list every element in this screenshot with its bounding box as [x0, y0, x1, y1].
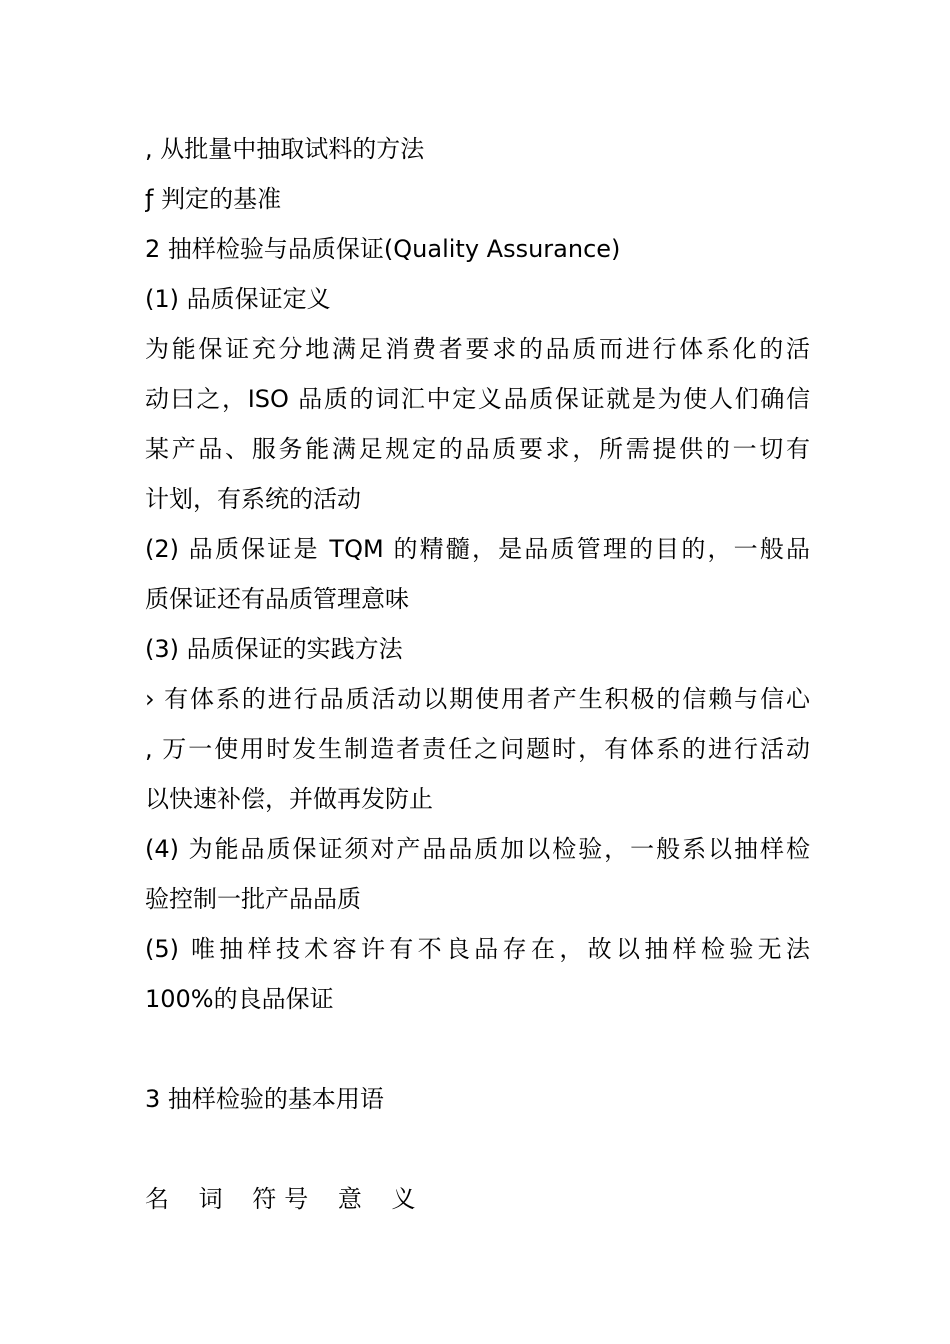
blank-line [145, 1024, 810, 1074]
section-2-heading: 2 抽样检验与品质保证(Quality Assurance) [145, 235, 621, 263]
bullet-line-3: 以快速补偿，并做再发防止 [145, 785, 433, 813]
section-3-heading: 3 抽样检验的基本用语 [145, 1085, 384, 1113]
item-4-line-1: (4) 为能品质保证须对产品品质加以检验，一般系以抽样检 [145, 835, 810, 863]
text-line-sampling-method: , 从批量中抽取试料的方法 [145, 135, 425, 163]
item-2-line-2: 质保证还有品质管理意味 [145, 585, 409, 613]
item-5-line-1: (5) 唯抽样技术容许有不良品存在，故以抽样检验无法 [145, 935, 810, 963]
bullet-line-2: , 万一使用时发生制造者责任之问题时，有体系的进行活动 [145, 735, 810, 763]
blank-line [145, 1124, 810, 1174]
item-2-line-1: (2) 品质保证是 TQM 的精髓，是品质管理的目的，一般品 [145, 535, 810, 563]
document-page [145, 124, 810, 1224]
text-line-judgment-criteria: ƒ 判定的基准 [145, 185, 282, 213]
paragraph-1-line-4: 计划，有系统的活动 [145, 485, 361, 513]
terms-table-header: 名 词 符号 意 义 [145, 1185, 424, 1213]
paragraph-1-line-2: 动曰之，ISO 品质的词汇中定义品质保证就是为使人们确信 [145, 385, 810, 413]
item-5-line-2: 100%的良品保证 [145, 985, 334, 1013]
subheading-1: (1) 品质保证定义 [145, 285, 331, 313]
paragraph-1-line-3: 某产品、服务能满足规定的品质要求，所需提供的一切有 [145, 435, 810, 463]
item-4-line-2: 验控制一批产品品质 [145, 885, 361, 913]
paragraph-1-line-1: 为能保证充分地满足消费者要求的品质而进行体系化的活 [145, 335, 810, 363]
bullet-line-1: › 有体系的进行品质活动以期使用者产生积极的信赖与信心 [145, 685, 810, 713]
subheading-3: (3) 品质保证的实践方法 [145, 635, 403, 663]
